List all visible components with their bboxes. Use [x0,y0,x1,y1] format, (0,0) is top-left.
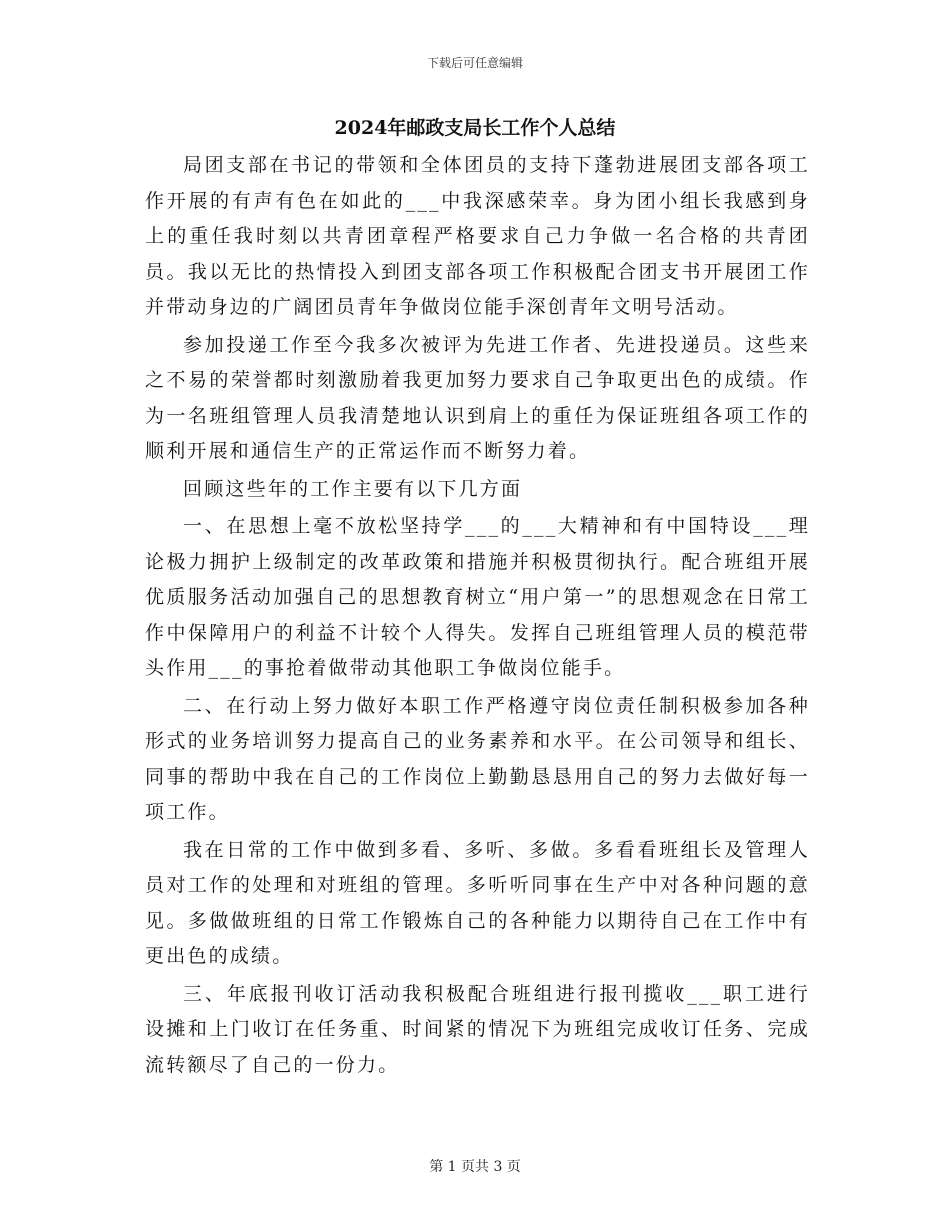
paragraph-3: 回顾这些年的工作主要有以下几方面 [183,477,523,500]
paragraph-1: 局团支部在书记的带领和全体团员的支持下蓬勃进展团支部各项工作开展的有声有色在如此的___中我深感荣幸。身为团小组长我感到身上的重任我时刻以共青团章程严格要求自己力争做一名合格的共青团员。我以无比的热情投入到团支部各项工作积极配合团支书开展团工作并带动身边的广阔团员青年争做岗位能手深创青年文明号活动。 [145,154,810,318]
document-title: 2024年邮政支局长工作个人总结 [334,117,616,139]
paragraph-4: 一、在思想上毫不放松坚持学___的___大精神和有中国特设___理论极力拥护上级制定的改革政策和措施并积极贯彻执行。配合班组开展优质服务活动加强自己的思想教育树立“用户第一”的思想观念在日常工作中保障用户的利益不计较个人得失。发挥自己班组管理人员的模范带头作用___的事抢着做带动其他职工争做岗位能手。 [145,515,810,679]
page-number: 第 1 页共 3 页 [429,1159,521,1175]
paragraph-6: 我在日常的工作中做到多看、多听、多做。多看看班组长及管理人员对工作的处理和对班组的管理。多听听同事在生产中对各种问题的意见。多做做班组的日常工作锻炼自己的各种能力以期待自己在工作中有更出色的成绩。 [145,838,810,967]
paragraph-2: 参加投递工作至今我多次被评为先进工作者、先进投递员。这些来之不易的荣誉都时刻激励着我更加努力要求自己争取更出色的成绩。作为一名班组管理人员我清楚地认识到肩上的重任为保证班组各项工作的顺利开展和通信生产的正常运作而不断努力着。 [145,333,810,462]
paragraph-5: 二、在行动上努力做好本职工作严格遵守岗位责任制积极参加各种形式的业务培训努力提高自己的业务素养和水平。在公司领导和组长、同事的帮助中我在自己的工作岗位上勤勤恳恳用自己的努力去做好每一项工作。 [145,694,810,823]
paragraph-7: 三、年底报刊收订活动我积极配合班组进行报刊揽收___职工进行设摊和上门收订在任务重、时间紧的情况下为班组完成收订任务、完成流转额尽了自己的一份力。 [145,982,810,1076]
document-body [145,148,810,1083]
header-note: 下载后可任意编辑 [426,56,523,70]
